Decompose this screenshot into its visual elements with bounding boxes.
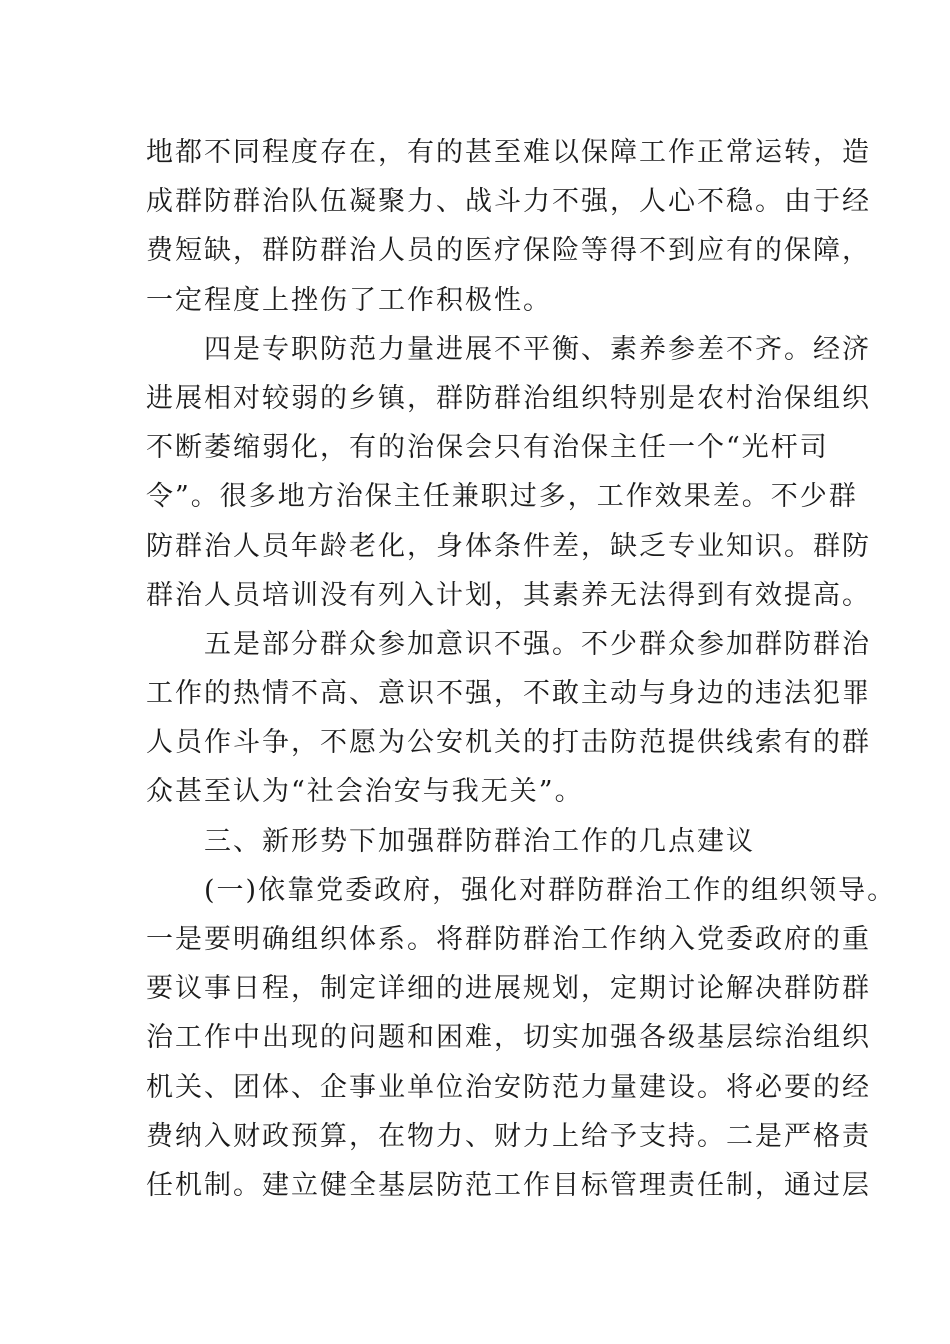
paragraph-start-line: 四是专职防范力量进展不平衡、素养参差不齐。经济 bbox=[146, 333, 871, 365]
text-line: 费短缺，群防群治人员的医疗保险等得不到应有的保障， bbox=[146, 235, 871, 267]
text-line: 机关、团体、企事业单位治安防范力量建设。将必要的经 bbox=[146, 1071, 871, 1103]
text-line: 进展相对较弱的乡镇，群防群治组织特别是农村治保组织 bbox=[146, 382, 871, 414]
section-heading: 三、新形势下加强群防群治工作的几点建议 bbox=[146, 825, 755, 857]
text-line: 成群防群治队伍凝聚力、战斗力不强，人心不稳。由于经 bbox=[146, 186, 871, 218]
paragraph-start-line: 五是部分群众参加意识不强。不少群众参加群防群治 bbox=[146, 628, 871, 660]
text-line: 一定程度上挫伤了工作积极性。 bbox=[146, 284, 552, 316]
text-line: 不断萎缩弱化，有的治保会只有治保主任一个“光杆司 bbox=[146, 432, 829, 464]
text-line: 防群治人员年龄老化，身体条件差，缺乏专业知识。群防 bbox=[146, 530, 871, 562]
text-line: 一是要明确组织体系。将群防群治工作纳入党委政府的重 bbox=[146, 924, 871, 955]
text-line: 地都不同程度存在，有的甚至难以保障工作正常运转，造 bbox=[146, 137, 871, 168]
text-line: 费纳入财政预算，在物力、财力上给予支持。二是严格责 bbox=[146, 1120, 871, 1152]
text-line: 任机制。建立健全基层防范工作目标管理责任制，通过层 bbox=[146, 1169, 871, 1201]
text-line: 人员作斗争，不愿为公安机关的打击防范提供线索有的群 bbox=[146, 727, 871, 759]
body-text bbox=[146, 128, 897, 1210]
text-line: 治工作中出现的问题和困难，切实加强各级基层综治组织 bbox=[146, 1022, 871, 1054]
text-line: 群治人员培训没有列入计划，其素养无法得到有效提高。 bbox=[146, 579, 871, 611]
text-line: 要议事日程，制定详细的进展规划，定期讨论解决群防群 bbox=[146, 973, 871, 1005]
text-line: 众甚至认为“社会治安与我无关”。 bbox=[146, 776, 584, 808]
subsection-heading: (一)依靠党委政府，强化对群防群治工作的组织领导。 bbox=[146, 874, 897, 906]
text-line: 工作的热情不高、意识不强，不敢主动与身边的违法犯罪 bbox=[146, 678, 871, 710]
text-line: 令”。很多地方治保主任兼职过多，工作效果差。不少群 bbox=[146, 481, 858, 513]
